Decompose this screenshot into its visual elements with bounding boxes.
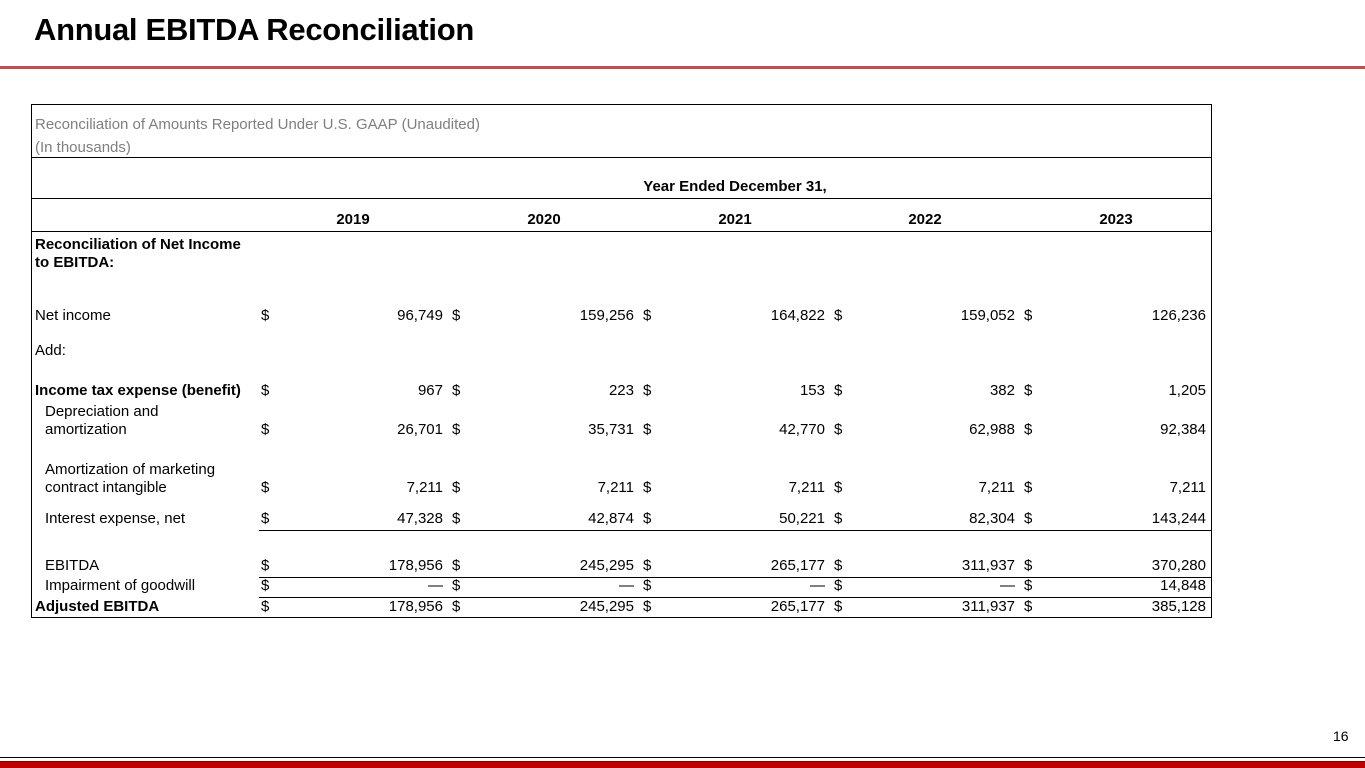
cell-2022: — xyxy=(1000,577,1015,594)
cell-2020: 159,256 xyxy=(579,307,634,324)
currency-symbol: $ xyxy=(643,382,652,399)
period-header: Year Ended December 31, xyxy=(643,178,827,195)
currency-symbol: $ xyxy=(643,307,652,324)
section-header-line-2: to EBITDA: xyxy=(35,254,115,271)
currency-symbol: $ xyxy=(261,510,270,527)
row-label: Income tax expense (benefit) xyxy=(35,382,241,399)
cell-2023: 92,384 xyxy=(1160,421,1206,438)
add-label: Add: xyxy=(35,342,66,359)
row-label: Impairment of goodwill xyxy=(45,577,196,594)
currency-symbol: $ xyxy=(643,479,652,496)
year-header-2023: 2023 xyxy=(1099,211,1133,228)
currency-symbol: $ xyxy=(1024,479,1033,496)
cell-2020: 245,295 xyxy=(579,557,634,574)
year-header-2019: 2019 xyxy=(336,211,370,228)
cell-2023: 370,280 xyxy=(1151,557,1206,574)
currency-symbol: $ xyxy=(452,479,461,496)
currency-symbol: $ xyxy=(1024,557,1033,574)
cell-2020: 245,295 xyxy=(579,598,634,615)
currency-symbol: $ xyxy=(834,307,843,324)
cell-2022: 311,937 xyxy=(961,557,1015,574)
currency-symbol: $ xyxy=(643,577,652,594)
cell-2023: 385,128 xyxy=(1151,598,1206,615)
currency-symbol: $ xyxy=(261,307,270,324)
table-caption xyxy=(35,113,480,159)
caption-line-1: Reconciliation of Amounts Reported Under U.S. GAAP (Unaudited) xyxy=(35,116,480,133)
cell-2020: 7,211 xyxy=(597,479,634,496)
row-label-line-1: Amortization of marketing xyxy=(45,461,216,478)
cell-2020: — xyxy=(619,577,634,594)
cell-2021: 7,211 xyxy=(788,479,825,496)
currency-symbol: $ xyxy=(261,557,270,574)
currency-symbol: $ xyxy=(1024,598,1033,615)
row-label-depreciation xyxy=(45,403,158,439)
cell-2020: 223 xyxy=(608,382,634,399)
row-label: Interest expense, net xyxy=(45,510,186,527)
cell-2019: — xyxy=(428,577,443,594)
currency-symbol: $ xyxy=(452,598,461,615)
cell-2022: 311,937 xyxy=(961,598,1015,615)
cell-2019: 26,701 xyxy=(397,421,443,438)
cell-2020: 42,874 xyxy=(588,510,634,527)
cell-2019: 178,956 xyxy=(388,557,443,574)
currency-symbol: $ xyxy=(261,479,270,496)
currency-symbol: $ xyxy=(1024,382,1033,399)
row-label: Adjusted EBITDA xyxy=(35,598,160,615)
footer-band xyxy=(0,761,1365,768)
row-label-marketing xyxy=(45,461,215,497)
title-rule xyxy=(0,66,1365,69)
currency-symbol: $ xyxy=(1024,510,1033,527)
section-header xyxy=(35,236,241,272)
subtotal-rule xyxy=(259,530,1211,531)
cell-2023: 7,211 xyxy=(1169,479,1206,496)
cell-2021: 265,177 xyxy=(770,557,825,574)
currency-symbol: $ xyxy=(261,421,270,438)
section-header-line-1: Reconciliation of Net Income xyxy=(35,236,241,253)
cell-2022: 7,211 xyxy=(978,479,1015,496)
cell-2021: 164,822 xyxy=(770,307,825,324)
cell-2019: 47,328 xyxy=(397,510,443,527)
footer-rule xyxy=(0,757,1365,758)
currency-symbol: $ xyxy=(452,421,461,438)
divider xyxy=(32,157,1211,158)
year-header-2020: 2020 xyxy=(527,211,561,228)
cell-2020: 35,731 xyxy=(588,421,634,438)
cell-2022: 159,052 xyxy=(960,307,1015,324)
divider xyxy=(32,231,1211,232)
cell-2023: 143,244 xyxy=(1151,510,1206,527)
row-label: Net income xyxy=(35,307,111,324)
cell-2021: 265,177 xyxy=(770,598,825,615)
currency-symbol: $ xyxy=(1024,421,1033,438)
year-header-2022: 2022 xyxy=(908,211,942,228)
currency-symbol: $ xyxy=(261,577,270,594)
currency-symbol: $ xyxy=(452,510,461,527)
cell-2023: 14,848 xyxy=(1160,577,1206,594)
row-label-line-1: Depreciation and xyxy=(45,403,159,420)
ebitda-reconciliation-table xyxy=(31,104,1212,618)
divider xyxy=(32,198,1211,199)
currency-symbol: $ xyxy=(452,557,461,574)
currency-symbol: $ xyxy=(643,557,652,574)
currency-symbol: $ xyxy=(643,421,652,438)
cell-2021: 153 xyxy=(799,382,825,399)
cell-2019: 967 xyxy=(417,382,443,399)
currency-symbol: $ xyxy=(834,510,843,527)
currency-symbol: $ xyxy=(452,307,461,324)
currency-symbol: $ xyxy=(834,557,843,574)
caption-line-2: (In thousands) xyxy=(35,139,131,156)
row-label-line-2: amortization xyxy=(45,421,127,438)
cell-2021: — xyxy=(810,577,825,594)
currency-symbol: $ xyxy=(452,382,461,399)
row-label: EBITDA xyxy=(45,557,100,574)
cell-2022: 382 xyxy=(989,382,1015,399)
currency-symbol: $ xyxy=(834,577,843,594)
cell-2019: 7,211 xyxy=(406,479,443,496)
currency-symbol: $ xyxy=(834,421,843,438)
currency-symbol: $ xyxy=(834,479,843,496)
currency-symbol: $ xyxy=(834,382,843,399)
cell-2019: 178,956 xyxy=(388,598,443,615)
currency-symbol: $ xyxy=(261,382,270,399)
cell-2019: 96,749 xyxy=(397,307,443,324)
cell-2021: 50,221 xyxy=(779,510,825,527)
currency-symbol: $ xyxy=(261,598,270,615)
currency-symbol: $ xyxy=(452,577,461,594)
currency-symbol: $ xyxy=(1024,307,1033,324)
cell-2023: 126,236 xyxy=(1151,307,1206,324)
currency-symbol: $ xyxy=(834,598,843,615)
currency-symbol: $ xyxy=(1024,577,1033,594)
currency-symbol: $ xyxy=(643,598,652,615)
slide-title: Annual EBITDA Reconciliation xyxy=(34,12,474,47)
cell-2023: 1,205 xyxy=(1168,382,1206,399)
cell-2022: 62,988 xyxy=(969,421,1015,438)
currency-symbol: $ xyxy=(643,510,652,527)
row-label-line-2: contract intangible xyxy=(45,479,167,496)
page-number: 16 xyxy=(1333,728,1349,744)
year-header-2021: 2021 xyxy=(718,211,752,228)
cell-2022: 82,304 xyxy=(969,510,1015,527)
cell-2021: 42,770 xyxy=(779,421,825,438)
